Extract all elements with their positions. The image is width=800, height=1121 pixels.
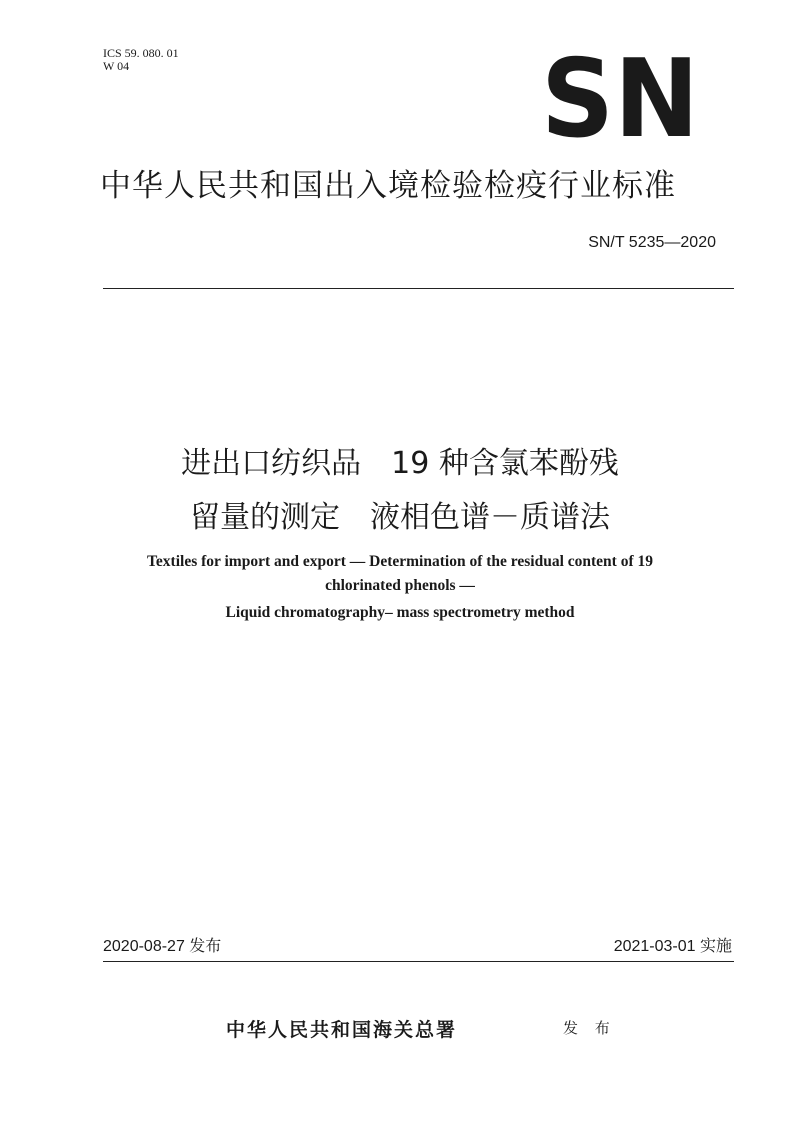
ccs-code: W 04 (103, 59, 130, 73)
title-en-line1: Textiles for import and export — Determination of the residual content of 19 (147, 553, 653, 570)
issue-label: 发 布 (563, 1019, 616, 1037)
title-en-line2: chlorinated phenols — (325, 577, 475, 594)
release-date: 2020-08-27 发布 (103, 938, 222, 955)
implementation-date: 2021-03-01 实施 (613, 938, 732, 955)
ics-classification (103, 47, 179, 73)
ics-code: ICS 59. 080. 01 (103, 46, 179, 60)
national-standard-title: 中华人民共和国出入境检验检疫行业标准 (100, 168, 676, 204)
logo-text: SN (541, 52, 699, 138)
title-cn-line2: 留量的测定 液相色谱－质谱法 (190, 500, 610, 535)
standard-number: SN/T 5235—2020 (588, 234, 716, 251)
issuing-authority: 中华人民共和国海关总署 (226, 1019, 458, 1041)
header-divider (103, 288, 734, 289)
title-cn-line1: 进出口纺织品 19 种含氯苯酚残 (181, 446, 619, 481)
title-en-line3: Liquid chromatography– mass spectrometry method (225, 604, 575, 621)
footer-divider (103, 961, 734, 962)
sn-logo (540, 52, 700, 138)
